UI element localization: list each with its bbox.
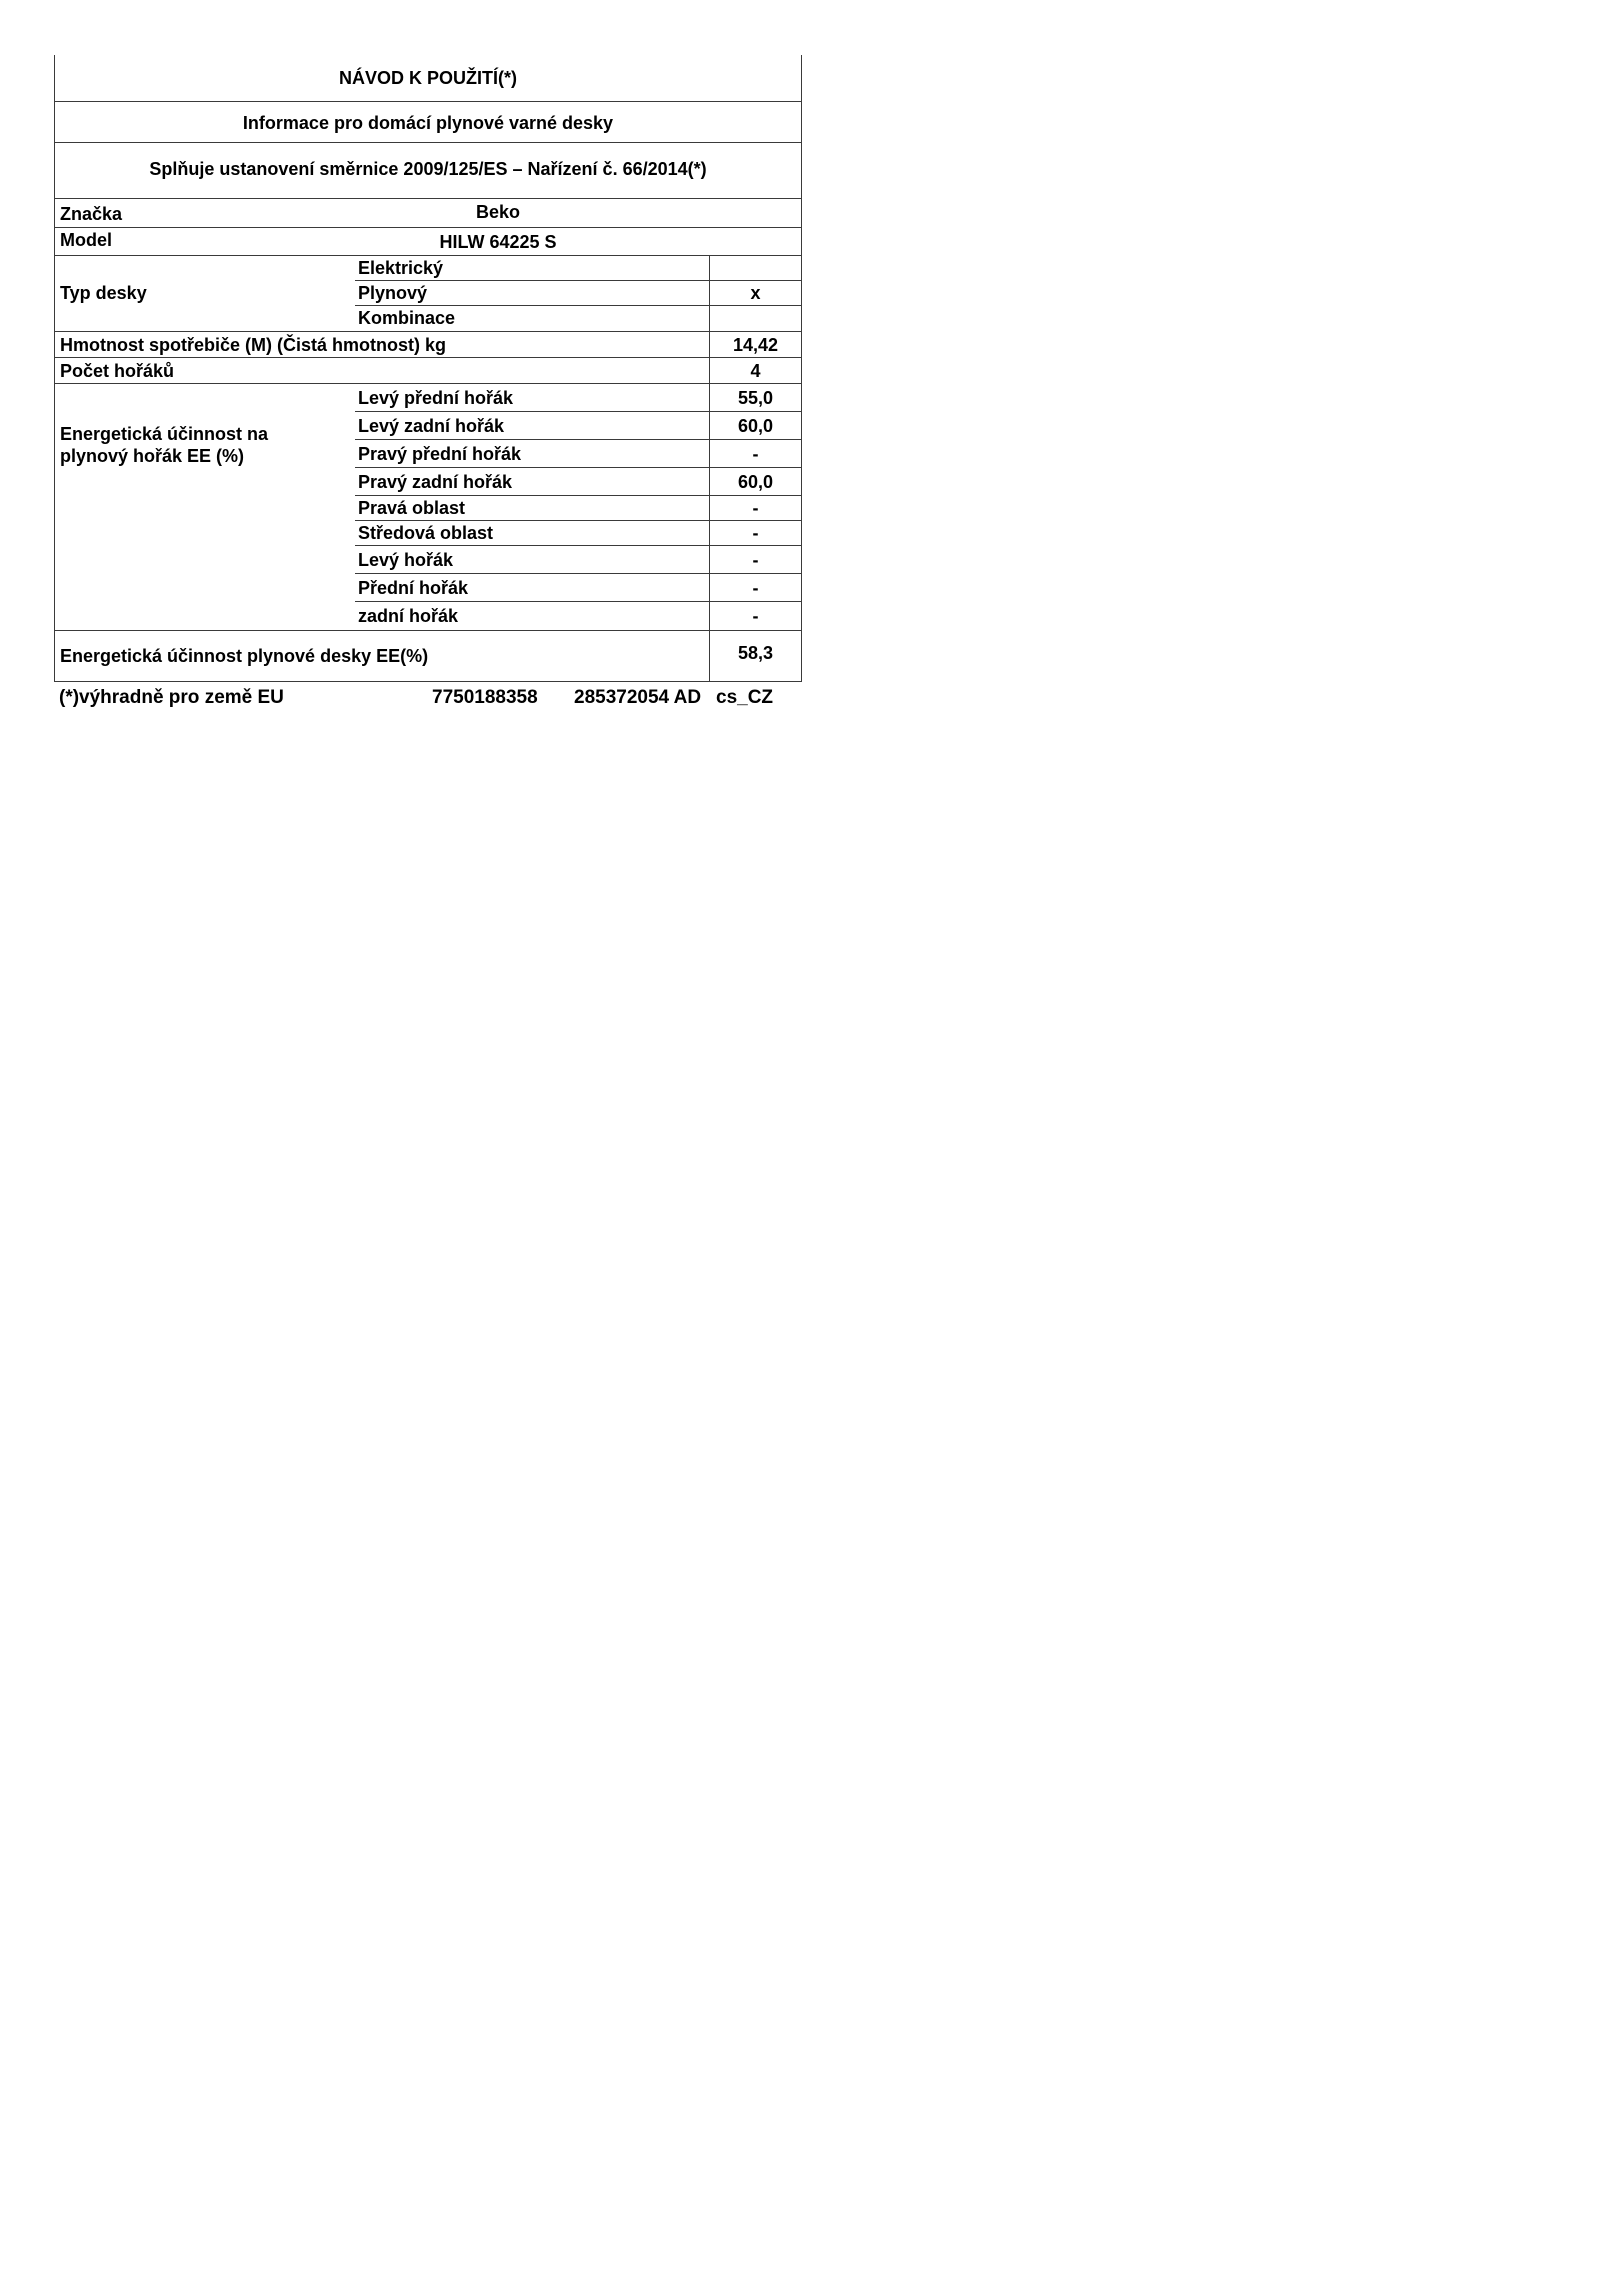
burner-value: - [709, 440, 801, 468]
hob-type-block [55, 256, 801, 332]
burner-name: zadní hořák [358, 606, 459, 626]
model-label: Model [60, 230, 112, 250]
burner-value: - [709, 521, 801, 546]
document-title: NÁVOD K POUŽITÍ(*) [339, 68, 517, 88]
product-code: 7750188358 [432, 687, 538, 708]
subtitle-row [55, 102, 801, 143]
burner-value: 60,0 [709, 468, 801, 496]
burner-value: - [709, 496, 801, 521]
burner-efficiency-block [55, 384, 801, 631]
burner-name: Pravý přední hořák [355, 440, 709, 468]
hob-type-option: Kombinace [358, 308, 456, 328]
mass-label: Hmotnost spotřebiče (M) (Čistá hmotnost) kg [60, 335, 446, 355]
burner-count-row [55, 358, 801, 384]
burner-value: - [709, 602, 801, 630]
mass-value: 14,42 [709, 332, 801, 358]
eu-note: (*)výhradně pro země EU [59, 687, 284, 708]
hob-type-option: Plynový [355, 281, 709, 306]
burner-name: Levý hořák [355, 546, 709, 574]
burner-name: Pravá oblast [355, 496, 709, 521]
burner-value: 60,0 [709, 412, 801, 440]
burner-name: Pravý zadní hořák [355, 468, 709, 496]
title-row [55, 55, 801, 102]
product-fiche [54, 55, 802, 715]
brand-value: Beko [475, 202, 520, 222]
burner-name: Přední hořák [355, 574, 709, 602]
burner-efficiency-label-line: Energetická účinnost na [60, 424, 269, 444]
hob-type-value: x [709, 281, 801, 306]
burner-name: Levý zadní hořák [355, 412, 709, 440]
brand-label: Značka [60, 204, 123, 224]
model-value: HILW 64225 S [439, 232, 557, 252]
hob-efficiency-label: Energetická účinnost plynové desky EE(%) [60, 646, 429, 666]
hob-type-label: Typ desky [60, 283, 147, 303]
mass-row [55, 332, 801, 358]
hob-efficiency-value: 58,3 [709, 631, 801, 681]
hob-type-option: Elektrický [355, 256, 709, 281]
fiche-table [54, 55, 802, 682]
regulation-row [55, 143, 801, 199]
model-row [55, 228, 801, 256]
burner-value: - [709, 546, 801, 574]
document-code: 285372054 AD [574, 687, 702, 708]
burner-efficiency-label [55, 384, 355, 630]
burner-name: Levý přední hořák [355, 384, 709, 412]
hob-efficiency-row [55, 631, 801, 681]
burner-value: - [709, 574, 801, 602]
brand-row [55, 199, 801, 228]
fiche-footer [54, 687, 802, 715]
burner-name: Středová oblast [355, 521, 709, 546]
burner-count-value: 4 [709, 358, 801, 384]
burner-efficiency-label-line: plynový hořák EE (%) [60, 446, 245, 466]
locale-code: cs_CZ [716, 687, 774, 708]
document-subtitle: Informace pro domácí plynové varné desky [242, 113, 614, 133]
burner-count-label: Počet hořáků [60, 361, 175, 381]
burner-value: 55,0 [709, 384, 801, 412]
regulation-text: Splňuje ustanovení směrnice 2009/125/ES – Nařízení č. 66/2014(*) [149, 159, 707, 179]
hob-type-value [709, 256, 801, 281]
hob-type-value [709, 306, 801, 331]
